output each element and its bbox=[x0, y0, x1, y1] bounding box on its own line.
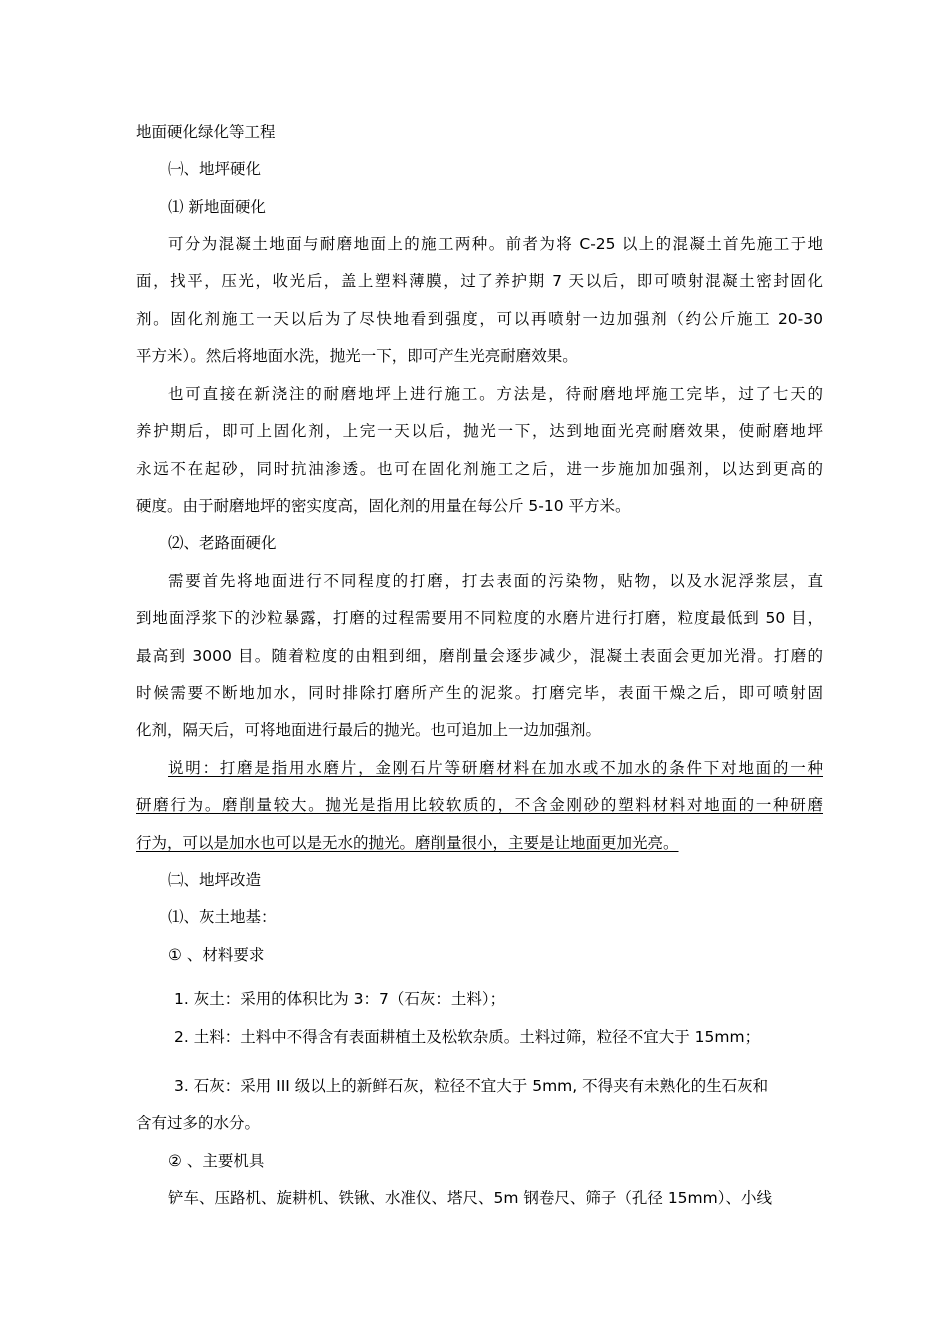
list-item: 1. 灰土：采用的体积比为 3：7（石灰：土料）； bbox=[174, 990, 506, 1008]
paragraph-line: 永远不在起砂，同时抗油渗透。也可在固化剂施工之后，进一步施加加强剂，以达到更高的 bbox=[136, 460, 823, 478]
materials-heading: ① 、材料要求 bbox=[168, 946, 265, 964]
subsection-heading: ⑵、老路面硬化 bbox=[168, 534, 277, 552]
paragraph-line: 化剂，隔天后，可将地面进行最后的抛光。也可追加上一边加强剂。 bbox=[136, 721, 602, 739]
section-heading: ㈡、地坪改造 bbox=[168, 871, 262, 889]
paragraph-line: 平方米）。然后将地面水洗，抛光一下，即可产生光亮耐磨效果。 bbox=[136, 347, 578, 365]
paragraph-line: 也可直接在新浇注的耐磨地坪上进行施工。方法是，待耐磨地坪施工完毕，过了七天的 bbox=[168, 385, 823, 403]
paragraph-line: 到地面浮浆下的沙粒暴露，打磨的过程需要用不同粒度的水磨片进行打磨，粒度最低到 50 目， bbox=[136, 609, 823, 627]
paragraph-line: 养护期后，即可上固化剂，上完一天以后，抛光一下，达到地面光亮耐磨效果，使耐磨地坪 bbox=[136, 422, 823, 440]
list-item: 2. 土料：土料中不得含有表面耕植土及松软杂质。土料过筛，粒径不宜大于 15mm； bbox=[174, 1028, 761, 1046]
paragraph-line: 最高到 3000 目。随着粒度的由粗到细，磨削量会逐步减少，混凝土表面会更加光滑。打磨的 bbox=[136, 647, 823, 665]
list-item-continuation: 含有过多的水分。 bbox=[136, 1114, 261, 1132]
note-line: 研磨行为。磨削量较大。抛光是指用比较软质的，不含金刚砂的塑料材料对地面的一种研磨 bbox=[136, 796, 823, 814]
subsection-heading: ⑴、灰土地基： bbox=[168, 908, 277, 926]
paragraph-line: 硬度。由于耐磨地坪的密实度高，固化剂的用量在每公斤 5-10 平方米。 bbox=[136, 497, 631, 515]
paragraph-line: 可分为混凝土地面与耐磨地面上的施工两种。前者为将 C-25 以上的混凝土首先施工于地 bbox=[168, 235, 823, 253]
machinery-heading: ② 、主要机具 bbox=[168, 1152, 265, 1170]
paragraph-line: 时候需要不断地加水，同时排除打磨所产生的泥浆。打磨完毕，表面干燥之后，即可喷射固 bbox=[136, 684, 823, 702]
list-item: 3. 石灰：采用 III 级以上的新鲜石灰，粒径不宜大于 5mm, 不得夹有未熟化的生石灰和 bbox=[174, 1077, 769, 1095]
note-line: 说明：打磨是指用水磨片，金刚石片等研磨材料在加水或不加水的条件下对地面的一种 bbox=[168, 759, 823, 777]
section-heading: ㈠、地坪硬化 bbox=[168, 160, 262, 178]
document-title: 地面硬化绿化等工程 bbox=[136, 123, 276, 141]
subsection-heading: ⑴ 新地面硬化 bbox=[168, 198, 266, 216]
paragraph-line: 剂。固化剂施工一天以后为了尽快地看到强度，可以再喷射一边加强剂（约公斤施工 20-30 bbox=[136, 310, 823, 328]
paragraph-line: 面，找平，压光，收光后，盖上塑料薄膜，过了养护期 7 天以后，即可喷射混凝土密封固化 bbox=[136, 272, 823, 290]
paragraph-line: 需要首先将地面进行不同程度的打磨，打去表面的污染物，贴物，以及水泥浮浆层，直 bbox=[168, 572, 823, 590]
paragraph-line: 铲车、压路机、旋耕机、铁锹、水准仪、塔尺、5m 钢卷尺、筛子（孔径 15mm）、小线 bbox=[168, 1189, 772, 1207]
note-line: 行为，可以是加水也可以是无水的抛光。磨削量很小，主要是让地面更加光亮。 bbox=[136, 834, 679, 852]
